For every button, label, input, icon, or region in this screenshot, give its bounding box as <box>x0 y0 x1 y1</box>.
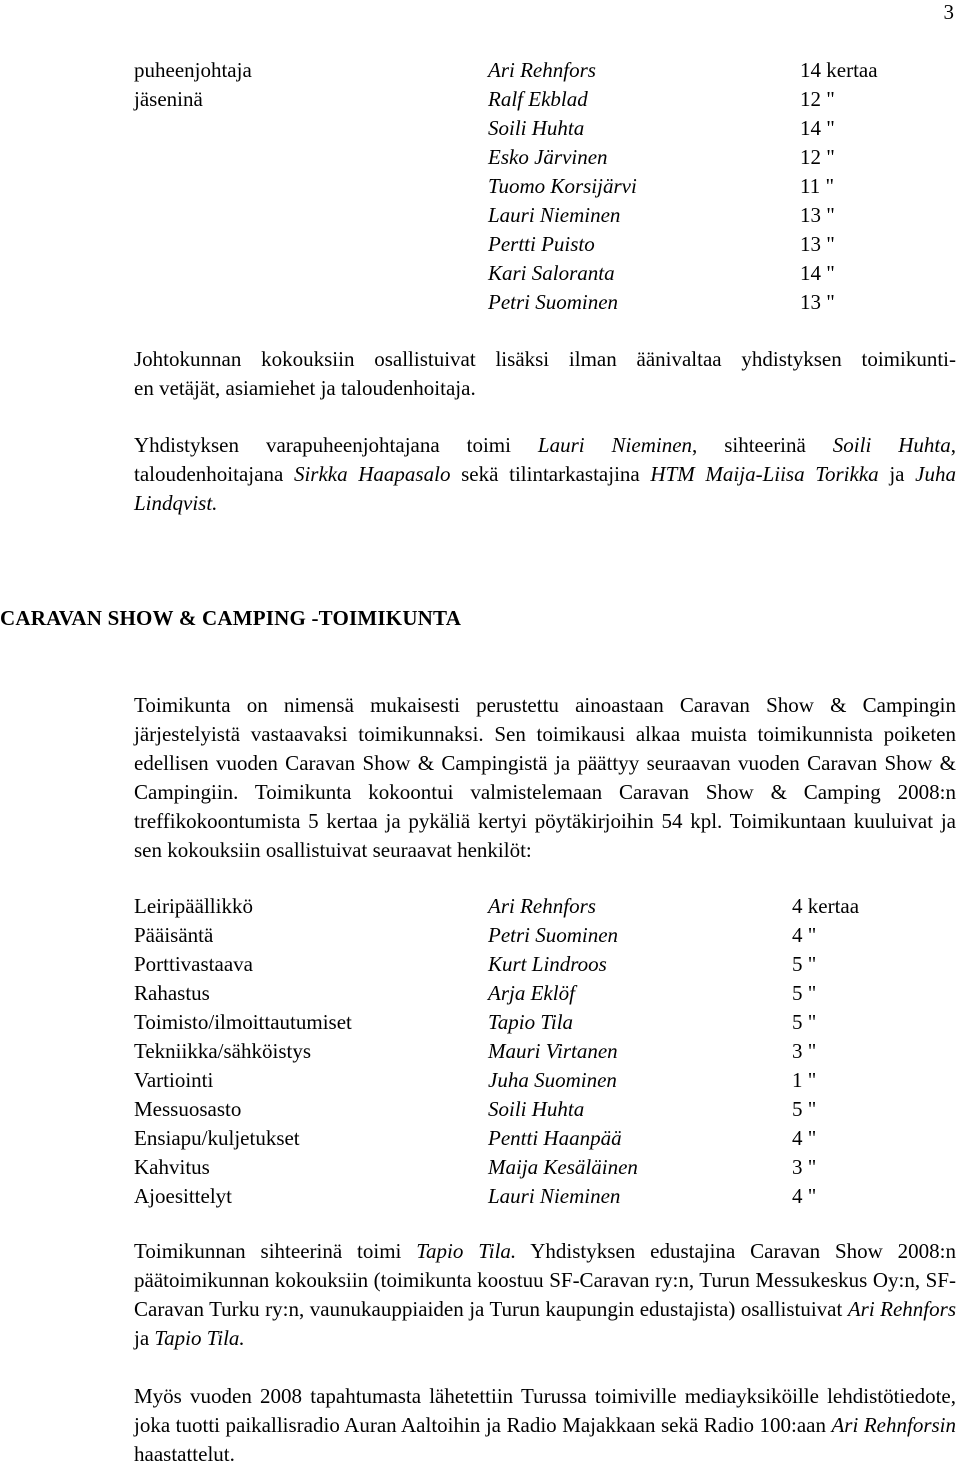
page-number: 3 <box>943 0 954 24</box>
officers-text-4: sekä tilintarkastajina <box>450 462 651 486</box>
committee-row <box>134 1008 894 1037</box>
committee-name: Juha Suominen <box>488 1068 617 1092</box>
committee-count: 5 " <box>792 1097 817 1121</box>
officers-text-5: ja <box>878 462 916 486</box>
officers-text-3: , taloudenhoitajana <box>134 433 956 486</box>
committee-count: 4 " <box>792 1126 817 1150</box>
board-name: Soili Huhta <box>488 116 585 140</box>
board-name: Pertti Puisto <box>488 232 595 256</box>
committee-row <box>134 892 894 921</box>
committee-name: Lauri Nieminen <box>488 1184 621 1208</box>
committee-role: Toimisto/ilmoittautumiset <box>134 1010 352 1034</box>
p5-text-1: Myös vuoden 2008 tapahtumasta lähetettiin Turussa toimiville mediayksiköille lehdistötiedote, joka tuotti paikallisradio Auran Aaltoihin ja Radio Majakkaan sekä Radio 100:aan <box>134 1384 956 1437</box>
committee-name: Maija Kesäläinen <box>488 1155 638 1179</box>
board-count: 14 " <box>800 261 835 285</box>
p4-text-1: Toimikunnan sihteerinä toimi <box>134 1239 417 1263</box>
committee-role: Leiripäällikkö <box>134 894 253 918</box>
committee-row <box>134 979 894 1008</box>
committee-secretary-paragraph <box>134 1237 956 1353</box>
p4-text-3: ja <box>134 1326 155 1350</box>
board-count: 13 " <box>800 232 835 256</box>
board-row <box>134 114 894 143</box>
board-row <box>134 288 894 317</box>
board-row <box>134 143 894 172</box>
officers-text-2: , sihteerinä <box>692 433 833 457</box>
board-role: puheenjohtaja <box>134 58 252 82</box>
officer-treasurer: Sirkka Haapasalo <box>293 462 451 486</box>
board-name: Petri Suominen <box>488 290 619 314</box>
section-heading: CARAVAN SHOW & CAMPING -TOIMIKUNTA <box>0 606 462 630</box>
committee-count: 3 " <box>792 1039 817 1063</box>
board-note-line-2: en vetäjät, asiamiehet ja taloudenhoitaja. <box>134 376 476 400</box>
committee-name: Petri Suominen <box>488 923 619 947</box>
committee-count: 3 " <box>792 1155 817 1179</box>
officer-auditor-2: Juha Lindqvist. <box>134 462 956 515</box>
board-name: Ralf Ekblad <box>488 87 588 111</box>
committee-role: Pääisäntä <box>134 923 214 947</box>
committee-count: 5 " <box>792 952 817 976</box>
board-row <box>134 259 894 288</box>
committee-count: 4 kertaa <box>792 894 860 918</box>
board-table <box>134 56 894 317</box>
committee-row <box>134 950 894 979</box>
committee-role: Vartiointi <box>134 1068 214 1092</box>
committee-row <box>134 1066 894 1095</box>
committee-count: 5 " <box>792 981 817 1005</box>
p4-name-1: Tapio Tila. <box>416 1239 517 1263</box>
board-count: 14 kertaa <box>800 58 878 82</box>
committee-role: Porttivastaava <box>134 952 253 976</box>
committee-role: Kahvitus <box>134 1155 210 1179</box>
board-name: Kari Saloranta <box>488 261 615 285</box>
officer-auditor-1: HTM Maija-Liisa Torikka <box>650 462 879 486</box>
board-row <box>134 85 894 114</box>
officers-text-1: Yhdistyksen varapuheenjohtajana toimi <box>134 433 538 457</box>
p4-name-3: Tapio Tila. <box>154 1326 245 1350</box>
committee-count: 4 " <box>792 923 817 947</box>
board-name: Tuomo Korsijärvi <box>488 174 637 198</box>
officer-secretary: Soili Huhta <box>832 433 951 457</box>
board-count: 14 " <box>800 116 835 140</box>
officer-vice-chair: Lauri Nieminen <box>537 433 693 457</box>
committee-name: Pentti Haanpää <box>488 1126 622 1150</box>
p4-name-2: Ari Rehnfors <box>847 1297 956 1321</box>
committee-role: Ajoesittelyt <box>134 1184 232 1208</box>
board-count: 12 " <box>800 87 835 111</box>
p5-name-1: Ari Rehnforsin <box>831 1413 956 1437</box>
committee-count: 4 " <box>792 1184 817 1208</box>
committee-row <box>134 1095 894 1124</box>
board-count: 12 " <box>800 145 835 169</box>
board-name: Ari Rehnfors <box>488 58 596 82</box>
board-count: 11 " <box>800 174 835 198</box>
board-name: Lauri Nieminen <box>488 203 621 227</box>
p5-text-2: haastattelut. <box>134 1442 235 1466</box>
committee-row <box>134 921 894 950</box>
board-name: Esko Järvinen <box>488 145 608 169</box>
p4-text-2: Yhdistyksen edustajina Caravan Show 2008:n päätoimikunnan kokouksiin (toimikunta koostuu SF-Caravan ry:n, Turun Messukeskus Oy:n, SF-Caravan Turku ry:n, vaunukauppiaiden ja Turun kaupungin edustajista) osallistuivat <box>134 1239 957 1321</box>
committee-table <box>134 892 894 1211</box>
committee-name: Soili Huhta <box>488 1097 585 1121</box>
committee-name: Ari Rehnfors <box>488 894 596 918</box>
officers-paragraph <box>134 431 956 518</box>
board-count: 13 " <box>800 290 835 314</box>
board-note-line-1: Johtokunnan kokouksiin osallistuivat lisäksi ilman äänivaltaa yhdistyksen toimikunti- <box>134 347 956 371</box>
committee-count: 5 " <box>792 1010 817 1034</box>
committee-row <box>134 1153 894 1182</box>
committee-row <box>134 1037 894 1066</box>
board-row <box>134 56 894 85</box>
board-row <box>134 201 894 230</box>
board-row <box>134 172 894 201</box>
committee-name: Arja Eklöf <box>488 981 575 1005</box>
committee-role: Rahastus <box>134 981 210 1005</box>
committee-role: Ensiapu/kuljetukset <box>134 1126 300 1150</box>
committee-count: 1 " <box>792 1068 817 1092</box>
board-note-paragraph <box>134 345 956 403</box>
committee-name: Kurt Lindroos <box>488 952 607 976</box>
committee-row <box>134 1124 894 1153</box>
media-paragraph <box>134 1382 956 1469</box>
committee-role: Tekniikka/sähköistys <box>134 1039 312 1063</box>
committee-name: Mauri Virtanen <box>488 1039 618 1063</box>
committee-row <box>134 1182 894 1211</box>
board-role: jäseninä <box>134 87 203 111</box>
committee-intro-paragraph: Toimikunta on nimensä mukaisesti perustettu ainoastaan Caravan Show & Campingin järjestelyistä vastaavaksi toimikunnaksi. Sen toimikausi alkaa muista toimikunnista poiketen edellisen vuoden Caravan Show & Campingistä ja päättyy seuraavan vuoden Caravan Show & Campingiin. Toimikunta kokoontui valmistelemaan Caravan Show & Camping 2008:n treffikokoontumista 5 kertaa ja pykäliä kertyi pöytäkirjoihin 54 kpl. Toimikuntaan kuuluivat ja sen kokouksiin osallistuivat seuraavat henkilöt: <box>134 693 956 862</box>
committee-name: Tapio Tila <box>488 1010 574 1034</box>
committee-role: Messuosasto <box>134 1097 242 1121</box>
board-count: 13 " <box>800 203 835 227</box>
board-row <box>134 230 894 259</box>
